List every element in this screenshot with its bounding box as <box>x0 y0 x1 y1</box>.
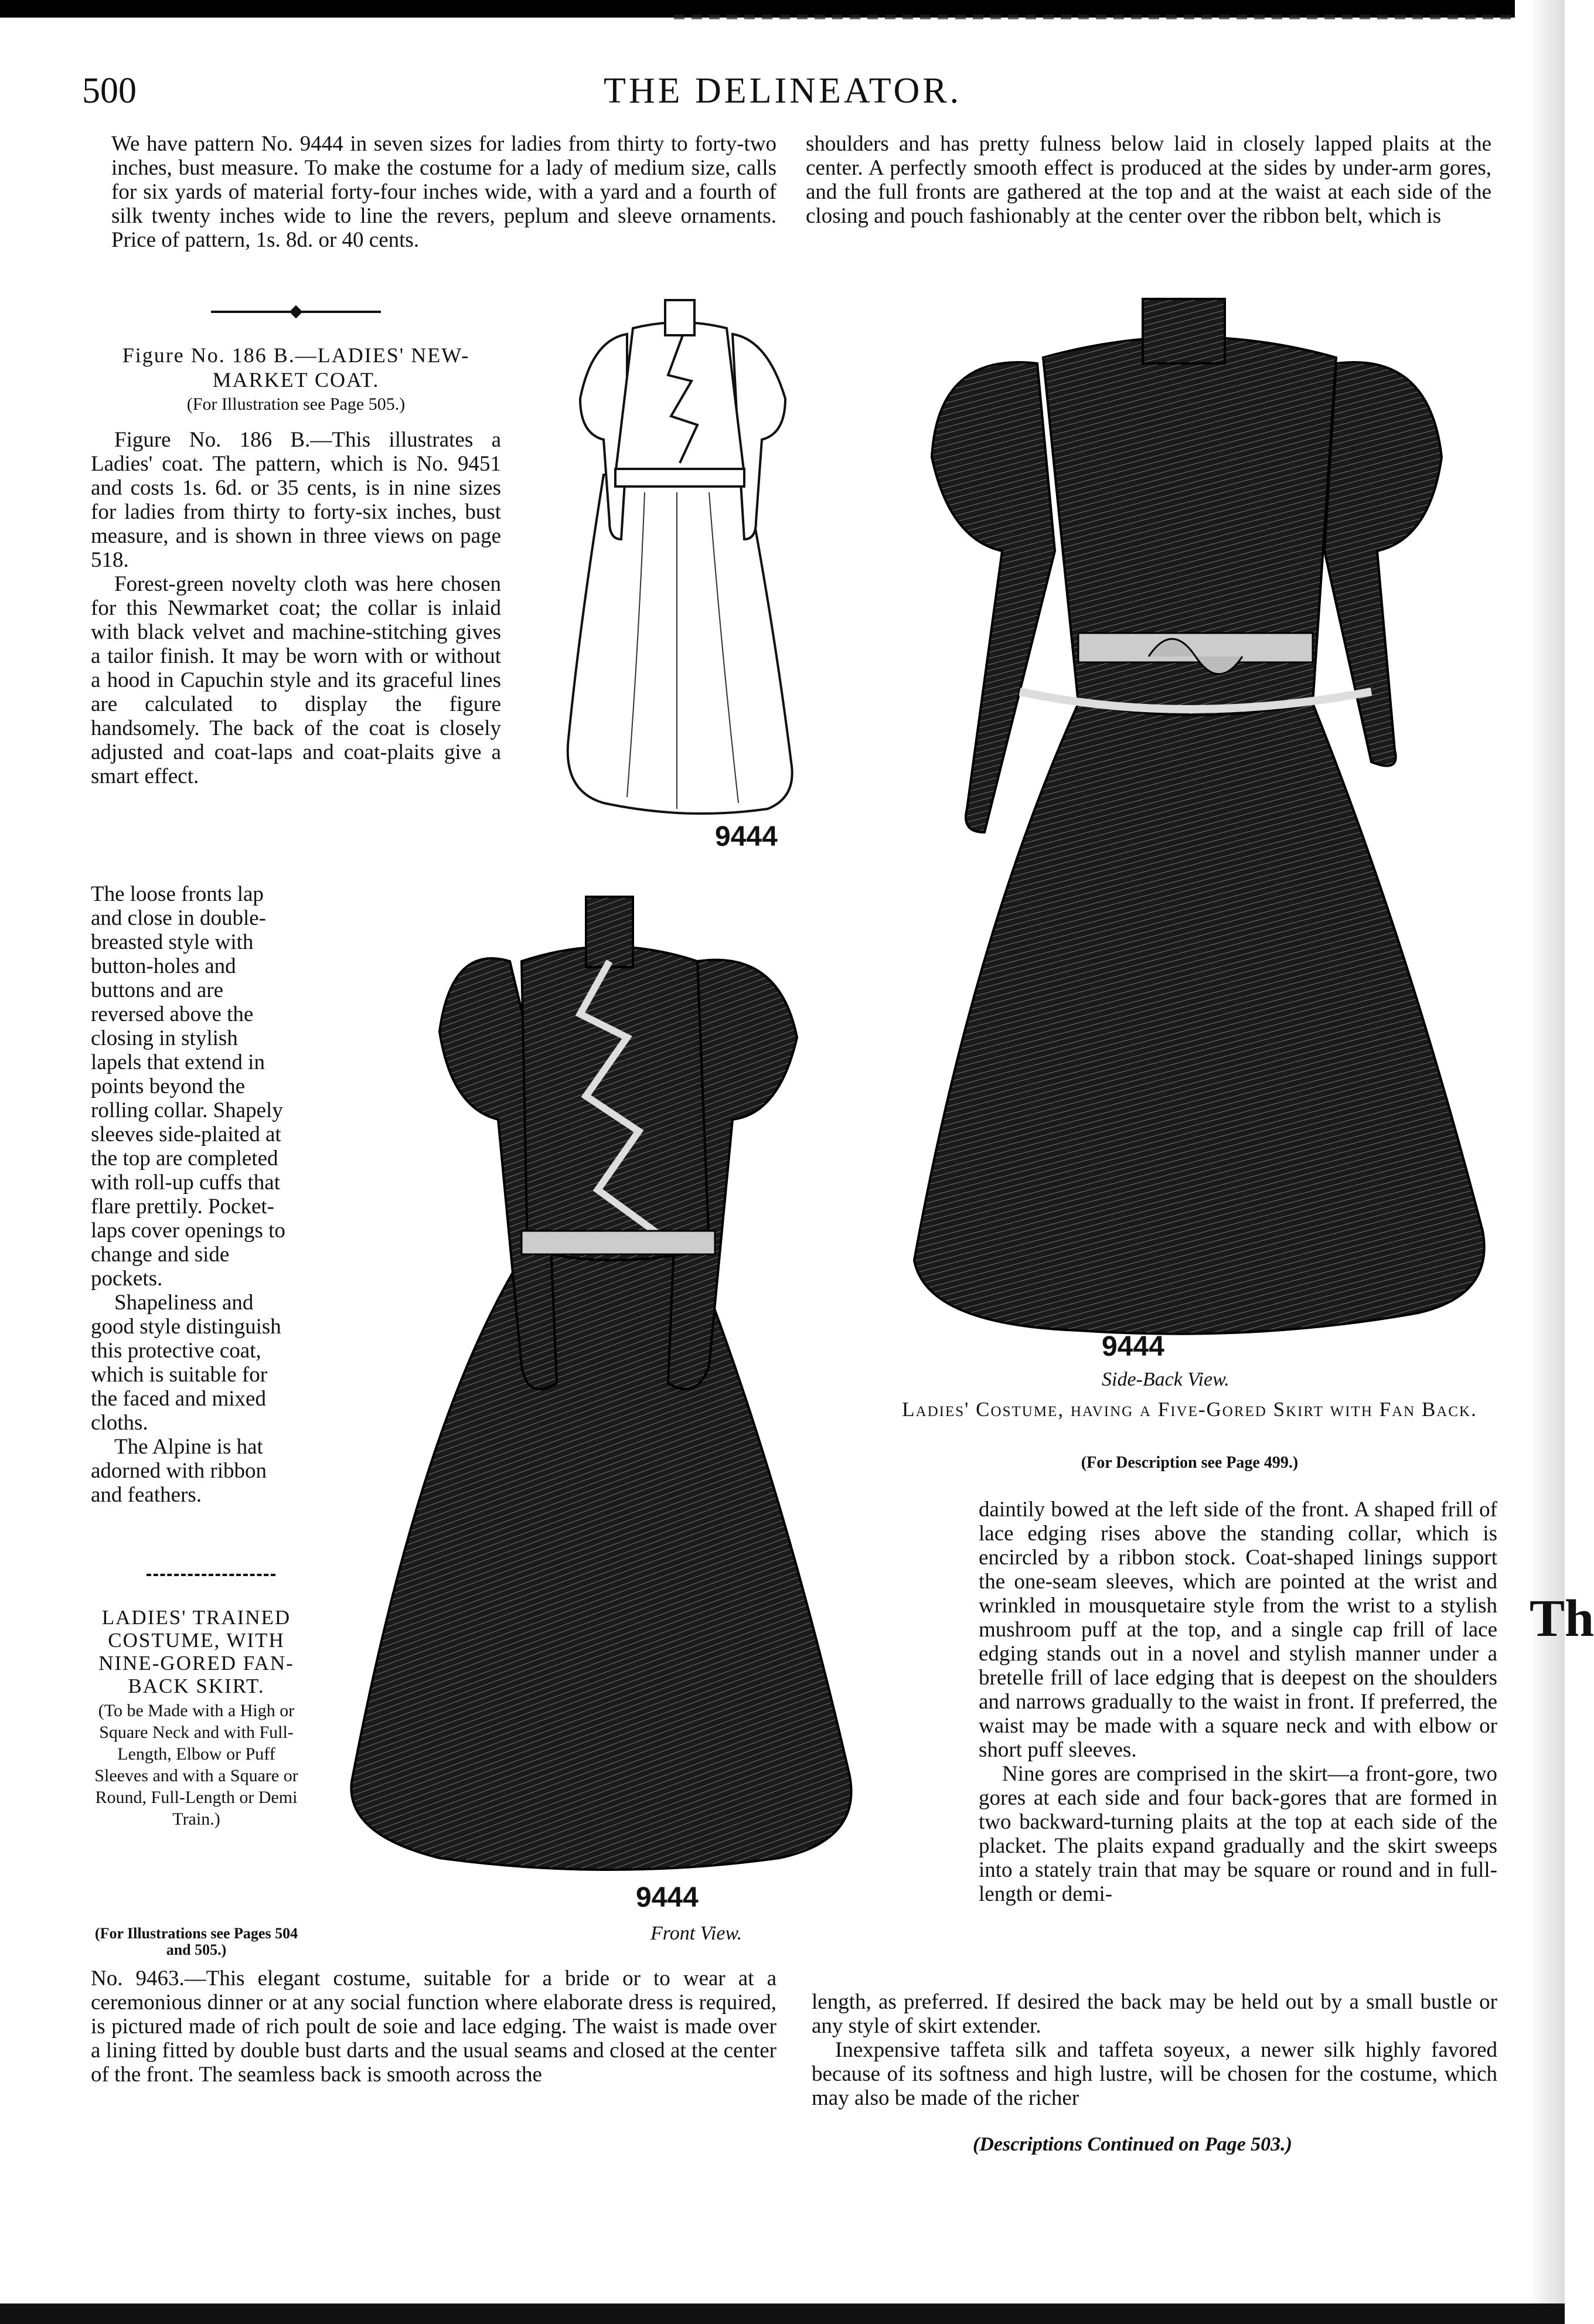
figure-186b-heading <box>91 343 501 417</box>
page-title: THE DELINEATOR. <box>604 71 962 111</box>
figure-186b-paragraph-5: The Alpine is hat adorned with ribbon and feathers. <box>91 1435 267 1507</box>
pattern-number-front: 9444 <box>636 1882 699 1913</box>
figure-186b-paragraph-3: The loose fronts lap and close in double-breasted style with button-holes and buttons and are reversed above the closing in stylish lapels that extend in points beyond the rolling collar. Shapely sleeves side-plaited at the top are completed with roll-up cuffs that flare prettily. Pocket-laps cover openings to change and side pockets. <box>91 882 285 1291</box>
scan-right-edge <box>1515 0 1565 2324</box>
costume-9463-continued <box>979 1498 1497 1906</box>
scan-bottom-edge <box>0 2303 1565 2324</box>
costume-9463-paragraph-5: Inexpensive taffeta silk and taffeta soyeux, a newer silk highly favored because of its softness and high lustre, will be chosen for the costume, which may also be made of the richer <box>812 2038 1497 2110</box>
costume-9463-body <box>91 1966 776 2087</box>
intro-left-column <box>111 132 776 252</box>
figure-186b-paragraph-1: Figure No. 186 B.—This illustrates a Ladies' coat. The pattern, which is No. 9451 and costs 1s. 6d. or 35 cents, is in nine sizes for ladies from thirty to forty-six inches, bust measure, and is shown in three views on page 518. <box>91 428 501 572</box>
intro-right-column <box>806 132 1491 228</box>
figure-186b-title: Figure No. 186 B.—LADIES' NEW-MARKET COAT. <box>122 343 470 392</box>
illustration-caption-note: (For Description see Page 499.) <box>1081 1454 1299 1472</box>
costume-9463-continued-wide <box>812 1990 1497 2110</box>
scan-rule <box>674 15 1553 19</box>
continued-note: (Descriptions Continued on Page 503.) <box>973 2134 1292 2155</box>
pattern-number-small: 9444 <box>715 821 778 852</box>
side-back-view-label: Side-Back View. <box>1102 1369 1229 1390</box>
figure-186b-body <box>91 428 501 788</box>
costume-9463-paragraph-3: Nine gores are comprised in the skirt—a front-gore, two gores at each side and four back-gores that are formed in two backward-turning plaits at the top at each side of the placket. The plaits expand gradually and the skirt sweeps into a stately train that may be square or round and in full-length or demi- <box>979 1762 1497 1906</box>
costume-9463-heading: LADIES' TRAINED COSTUME, WITH NINE-GORED FAN-BACK SKIRT. <box>98 1606 294 1697</box>
side-back-view-illustration <box>902 293 1512 1336</box>
illustration-caption: Ladies' Costume, having a Five-Gored Skirt with Fan Back. <box>902 1398 1477 1421</box>
divider-ornament <box>289 305 303 319</box>
front-view-label: Front View. <box>650 1923 742 1944</box>
costume-9463-paragraph-4: length, as preferred. If desired the back may be held out by a small bustle or any style of skirt extender. <box>812 1990 1497 2038</box>
figure-186b-narrow-body <box>91 882 293 1507</box>
figure-186b-paragraph-2: Forest-green novelty cloth was here chosen for this Newmarket coat; the collar is inlaid with black velvet and machine-stitching gives a tailor finish. It may be worn with or without a hood in Capuchin style and its graceful lines are calculated to display the figure handsomely. The back of the coat is closely adjusted and coat-laps and coat-plaits give a smart effect. <box>91 572 501 788</box>
costume-9463-note: (For Illustrations see Pages 504 and 505.) <box>94 1925 298 1958</box>
small-costume-illustration <box>557 293 809 832</box>
costume-9463-paragraph-2: daintily bowed at the left side of the front. A shaped frill of lace edging rises above the standing collar, which is encircled by a ribbon stock. Coat-shaped linings support the one-seam sleeves, which are pointed at the wrist and wrinkled in mousquetaire style from the wrist to a stylish mushroom puff at the top, and a single cap frill of lace edging stands out in a novel and stylish manner under a bretelle frill of lace edging that is deepest on the shoulders and narrows gradually to the waist in front. If preferred, the waist may be made with a square neck and with elbow or short puff sleeves. <box>979 1498 1497 1762</box>
adjacent-page-text: Th <box>1530 1590 1594 1648</box>
pattern-number-back: 9444 <box>1102 1331 1164 1362</box>
figure-186b-paragraph-4: Shapeliness and good style distinguish this protective coat, which is suitable for the faced and mixed cloths. <box>91 1291 281 1435</box>
front-view-illustration <box>334 885 891 1881</box>
figure-186b-note: (For Illustration see Page 505.) <box>186 394 406 414</box>
intro-continuation: shoulders and has pretty fulness below laid in closely lapped plaits at the center. A perfectly smooth effect is produced at the sides by under-arm gores, and the full fronts are gathered at the top and at the waist at each side of the closing and pouch fashionably at the center over the ribbon belt, which is <box>806 132 1491 228</box>
section-divider <box>147 1574 275 1576</box>
costume-9463-paragraph: No. 9463.—This elegant costume, suitable for a bride or to wear at a ceremonious dinner or at any social function where elaborate dress is required, is pictured made of rich poult de soie and lace edging. The waist is made over a lining fitted by double bust darts and the usual seams and closed at the center of the front. The seamless back is smooth across the <box>91 1966 776 2087</box>
costume-9463-subheading: (To be Made with a High or Square Neck and with Full-Length, Elbow or Puff Sleeves and with a Square or Round, Full-Length or Demi Train.) <box>94 1701 298 1829</box>
page-number: 500 <box>82 71 137 111</box>
intro-paragraph: We have pattern No. 9444 in seven sizes for ladies from thirty to forty-two inches, bust measure. To make the costume for a lady of medium size, calls for six yards of material forty-four inches wide, with a yard and a fourth of silk twenty inches wide to line the revers, peplum and sleeve ornaments. Price of pattern, 1s. 8d. or 40 cents. <box>111 132 776 252</box>
